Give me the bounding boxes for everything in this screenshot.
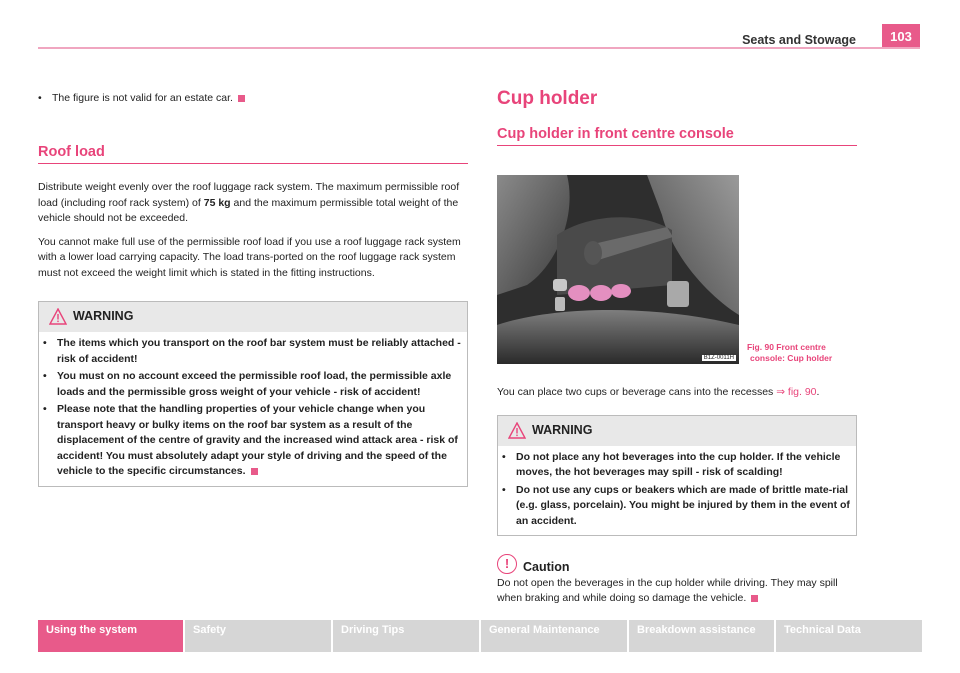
bullet-icon: • bbox=[43, 403, 47, 415]
tab-driving-tips[interactable]: Driving Tips bbox=[333, 620, 479, 652]
bullet-icon: • bbox=[43, 337, 47, 349]
caution-title: Caution bbox=[523, 560, 570, 574]
bullet-icon: • bbox=[502, 450, 506, 463]
bullet-icon: • bbox=[38, 92, 42, 104]
cup-holder-title: Cup holder bbox=[497, 88, 598, 109]
warning-body bbox=[39, 332, 467, 486]
right-column-lower bbox=[497, 385, 857, 607]
warning-item bbox=[43, 402, 463, 480]
para-text: . bbox=[816, 386, 820, 398]
para-text: and the maximum permissible total weight of the vehicle should not be exceeded. bbox=[38, 196, 459, 224]
para-text: Distribute weight evenly over the roof luggage rack system. The maximum permissible roof load (including roof rack system) of bbox=[38, 181, 460, 209]
intro-bullet bbox=[38, 91, 468, 107]
figure-caption-line: Fig. 90 Front centre bbox=[747, 342, 826, 352]
end-marker-icon bbox=[751, 595, 758, 602]
cup-holder-figure bbox=[497, 175, 739, 364]
warning-body bbox=[498, 446, 856, 536]
bullet-icon: • bbox=[43, 370, 47, 382]
warning-title: WARNING bbox=[73, 309, 134, 324]
warning-item-text: Do not use any cups or beakers which are made of brittle mate-rial (e.g. glass, porcelain). You might be injured by them in the event of an accident. bbox=[516, 483, 850, 527]
warning-header bbox=[39, 302, 467, 332]
cup-holder-subheading: Cup holder in front centre console bbox=[497, 125, 734, 142]
tab-breakdown-assistance[interactable]: Breakdown assistance bbox=[629, 620, 774, 652]
figure-caption bbox=[747, 342, 857, 364]
para-text: You can place two cups or beverage cans into the recesses bbox=[497, 386, 777, 398]
warning-header bbox=[498, 416, 856, 446]
footer-nav bbox=[38, 620, 922, 652]
warning-item bbox=[43, 336, 463, 367]
tab-safety[interactable]: Safety bbox=[185, 620, 331, 652]
roof-load-heading: Roof load bbox=[38, 143, 105, 160]
max-roof-load-value: 75 kg bbox=[203, 196, 231, 209]
tab-general-maintenance[interactable]: General Maintenance bbox=[481, 620, 627, 652]
caution-text bbox=[497, 576, 857, 607]
warning-item bbox=[502, 483, 852, 530]
page-header-title: Seats and Stowage bbox=[742, 33, 856, 47]
intro-bullet-text: The figure is not valid for an estate car. bbox=[52, 92, 233, 104]
warning-item-text: You must on no account exceed the permissible roof load, the permissible axle loads and the permissible gross weight of your vehicle - risk of accident! bbox=[57, 370, 452, 398]
warning-item-text: Do not place any hot beverages into the cup holder. If the vehicle moves, the hot beverages may spill - risk of scalding! bbox=[516, 450, 841, 478]
cup-holder-warning-box bbox=[497, 415, 857, 537]
warning-item bbox=[43, 369, 463, 400]
bullet-icon: • bbox=[502, 483, 506, 496]
warning-item bbox=[502, 450, 852, 481]
tab-using-the-system[interactable]: Using the system bbox=[38, 620, 183, 652]
tab-technical-data[interactable]: Technical Data bbox=[776, 620, 922, 652]
warning-title: WARNING bbox=[532, 422, 593, 437]
cup-holder-illustration bbox=[497, 175, 739, 364]
page-number: 103 bbox=[882, 24, 920, 48]
warning-item-text: Please note that the handling properties of your vehicle change when you transport heavy or bulky items on the roof bar system as a result of the displacement of the centre of gravity and the increased wind attack area - risk of accident! You must absolutely adapt your style of driving and the speed of the vehicle to the specific circumstances. bbox=[57, 403, 458, 477]
warning-item-text: The items which you transport on the roof bar system must be reliably attached - risk of accident! bbox=[57, 337, 461, 365]
figure-code: B1Z-0011H bbox=[703, 355, 734, 361]
heading-divider bbox=[497, 145, 857, 146]
header-divider bbox=[38, 47, 920, 49]
warning-triangle-icon bbox=[508, 422, 526, 439]
figure-caption-line: console: Cup holder bbox=[750, 353, 833, 363]
end-marker-icon bbox=[251, 468, 258, 475]
end-marker-icon bbox=[238, 95, 245, 102]
figure-link[interactable]: ⇒ fig. 90 bbox=[776, 386, 817, 398]
caution-body: Do not open the beverages in the cup holder while driving. They may spill when braking and while doing so damage the vehicle. bbox=[497, 576, 838, 604]
cup-holder-paragraph bbox=[497, 385, 857, 401]
roof-load-paragraph-1 bbox=[38, 180, 468, 227]
caution-heading bbox=[497, 552, 857, 576]
right-column bbox=[497, 88, 857, 146]
roof-load-warning-box bbox=[38, 301, 468, 487]
left-column bbox=[38, 91, 468, 487]
roof-load-paragraph-2: You cannot make full use of the permissible roof load if you use a roof luggage rack system with a lower load carrying capacity. The load trans-ported on the roof luggage rack system must not exceed the weight limit which is stated in the fitting instructions. bbox=[38, 235, 461, 279]
caution-exclamation-icon: ! bbox=[497, 554, 517, 574]
warning-triangle-icon bbox=[49, 308, 67, 325]
